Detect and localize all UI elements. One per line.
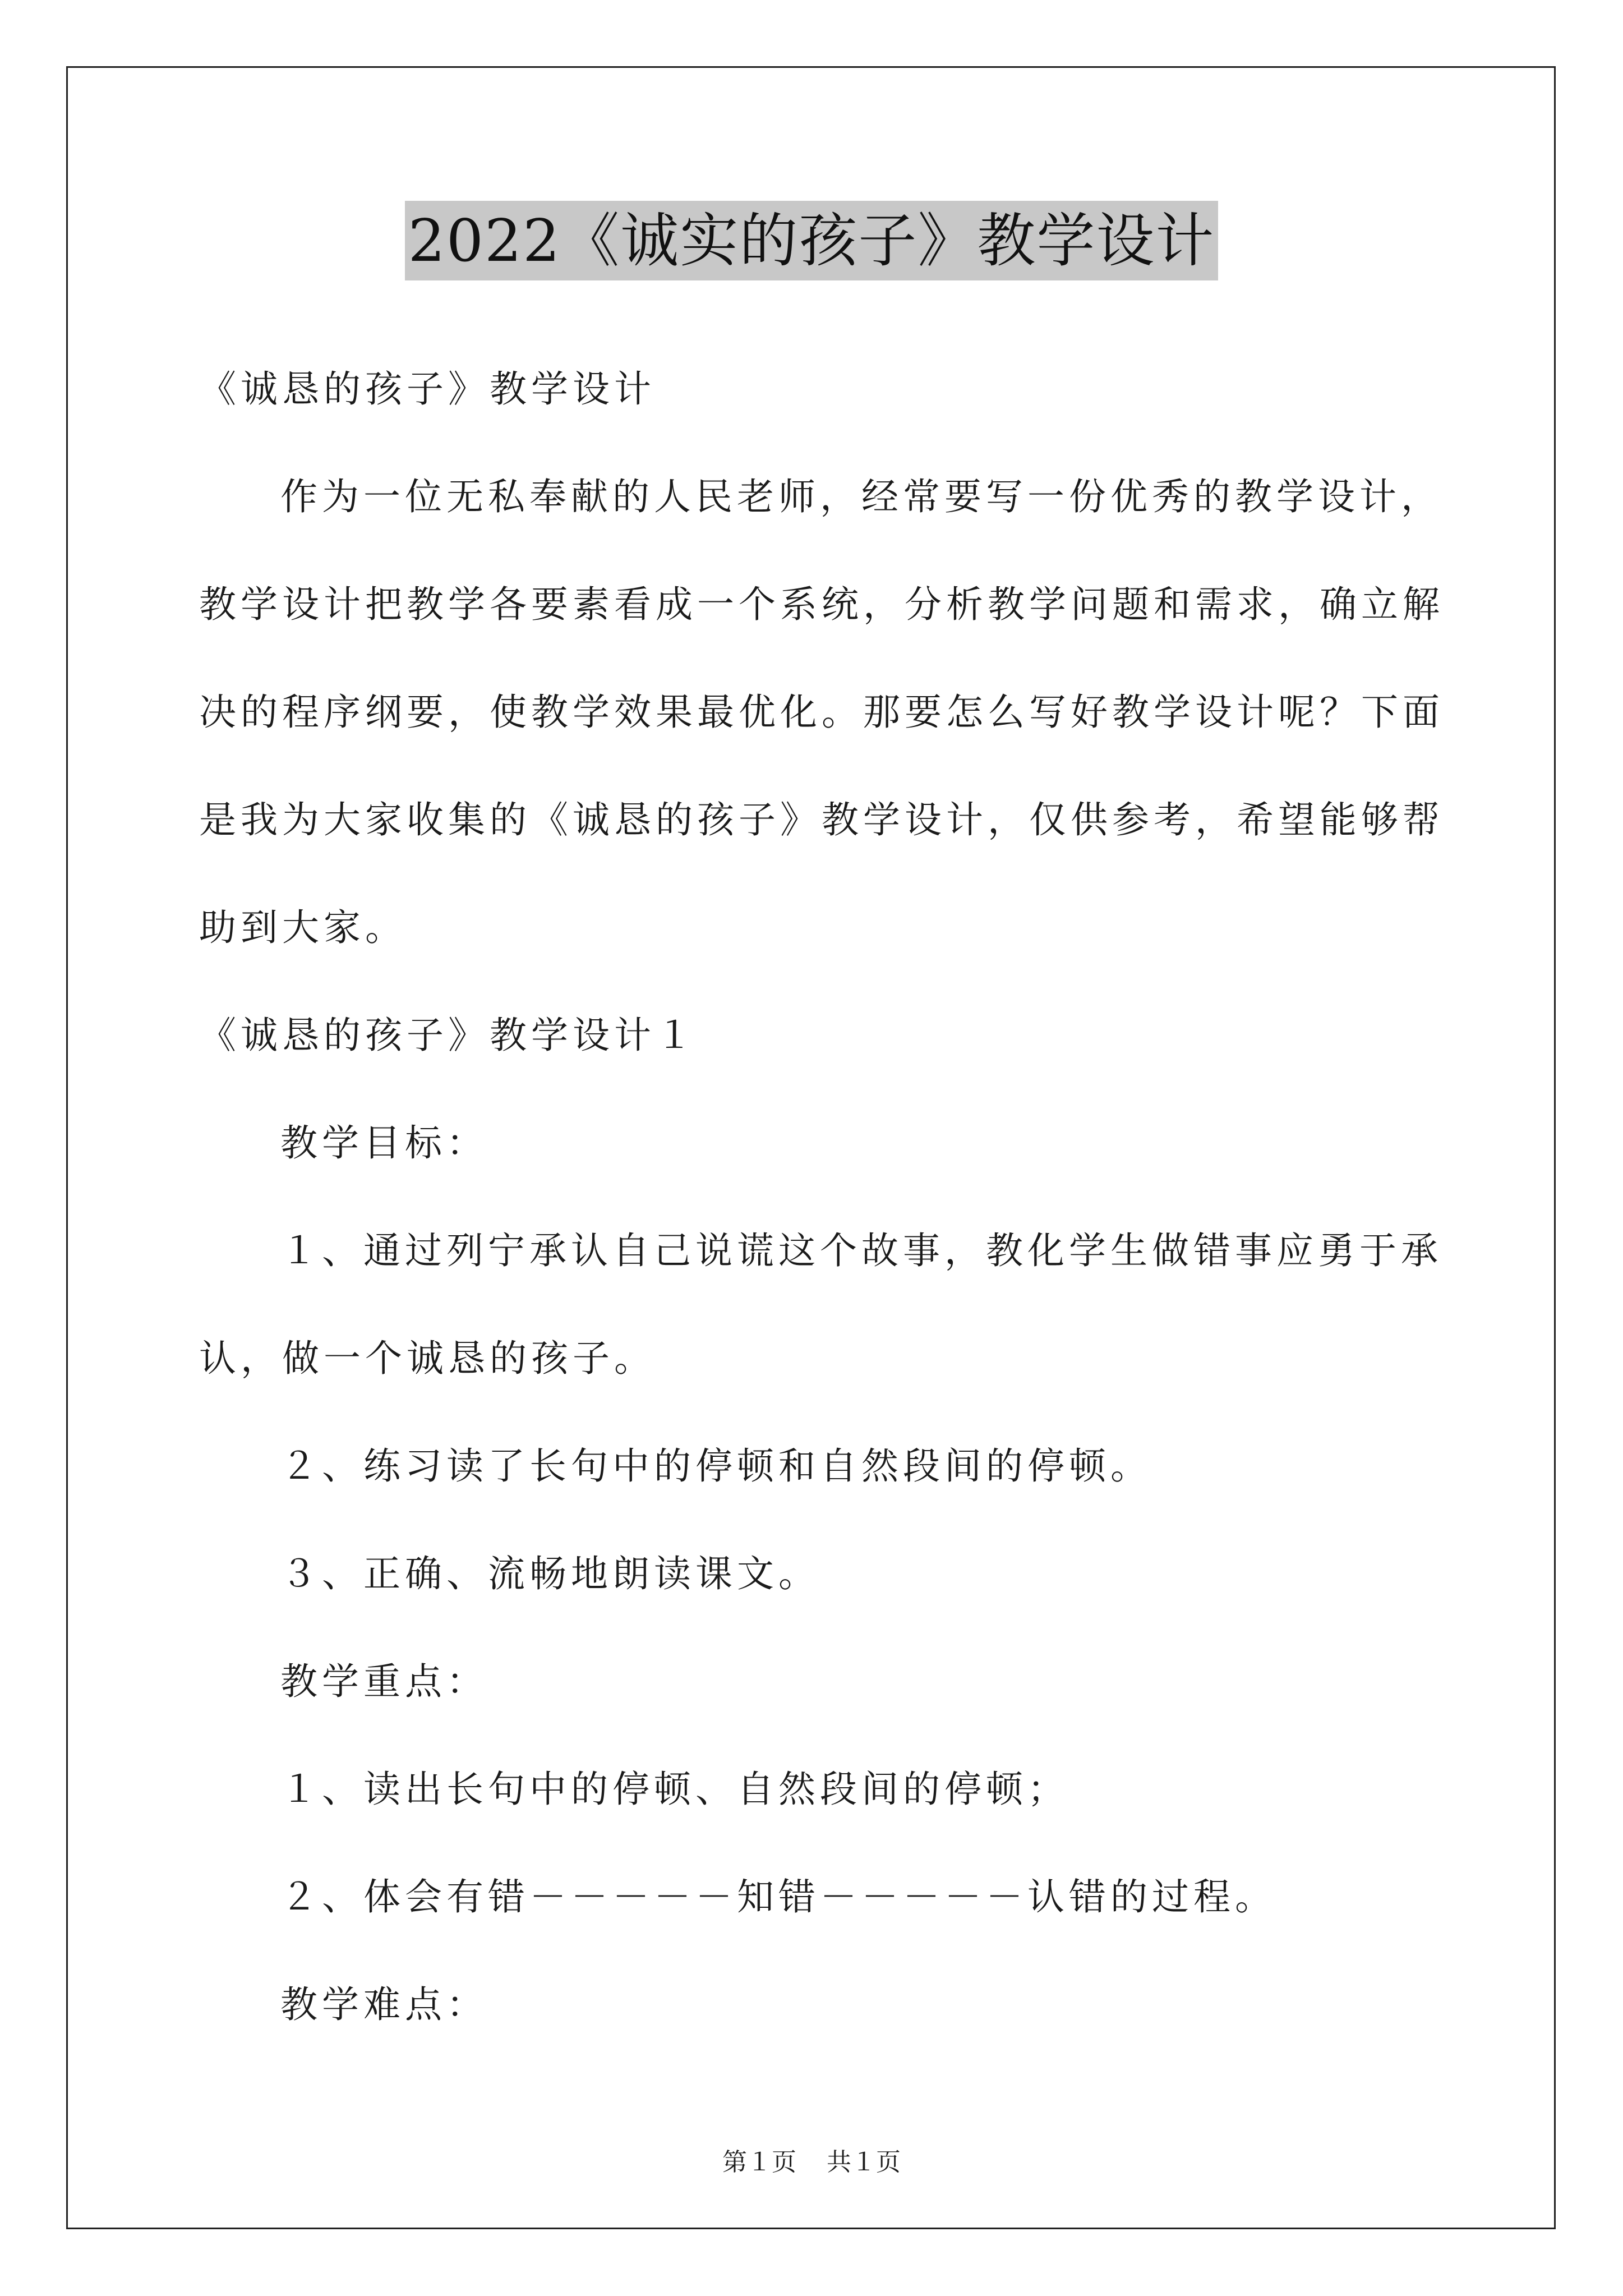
intro-paragraph [199,443,1444,982]
key-points-heading: 教学重点： [280,1660,488,1703]
goal-item-2: ２、练习读了长句中的停顿和自然段间的停顿。 [280,1444,1152,1488]
page-number: 第１页 [722,2148,796,2177]
intro-line: 助到大家。 [199,906,407,949]
goal-item-1-continued: 认，做一个诚恳的孩子。 [199,1337,656,1380]
page-total: 共１页 [827,2148,901,2177]
document-title: 2022《诚实的孩子》教学设计 [405,201,1219,280]
page-footer [0,2142,1623,2178]
document-body [199,335,1444,2059]
title-area [0,201,1623,280]
subtitle: 《诚恳的孩子》教学设计 [199,367,656,411]
difficulty-heading: 教学难点： [280,1983,488,2026]
intro-line: 作为一位无私奉献的人民老师，经常要写一份优秀的教学设计， [280,475,1442,518]
section-heading: 《诚恳的孩子》教学设计１ [199,1014,697,1057]
intro-line: 是我为大家收集的《诚恳的孩子》教学设计，仅供参考，希望能够帮 [199,798,1444,841]
intro-line: 决的程序纲要，使教学效果最优化。那要怎么写好教学设计呢？下面 [199,691,1444,734]
goals-heading: 教学目标： [280,1121,488,1165]
key-point-item-2: ２、体会有错－－－－－知错－－－－－认错的过程。 [280,1875,1276,1918]
goal-item-3: ３、正确、流畅地朗读课文。 [280,1552,820,1595]
goal-item-1: １、通过列宁承认自己说谎这个故事，教化学生做错事应勇于承 [280,1229,1442,1272]
intro-line: 教学设计把教学各要素看成一个系统，分析教学问题和需求，确立解 [199,583,1444,626]
key-point-item-1: １、读出长句中的停顿、自然段间的停顿； [280,1768,1069,1811]
